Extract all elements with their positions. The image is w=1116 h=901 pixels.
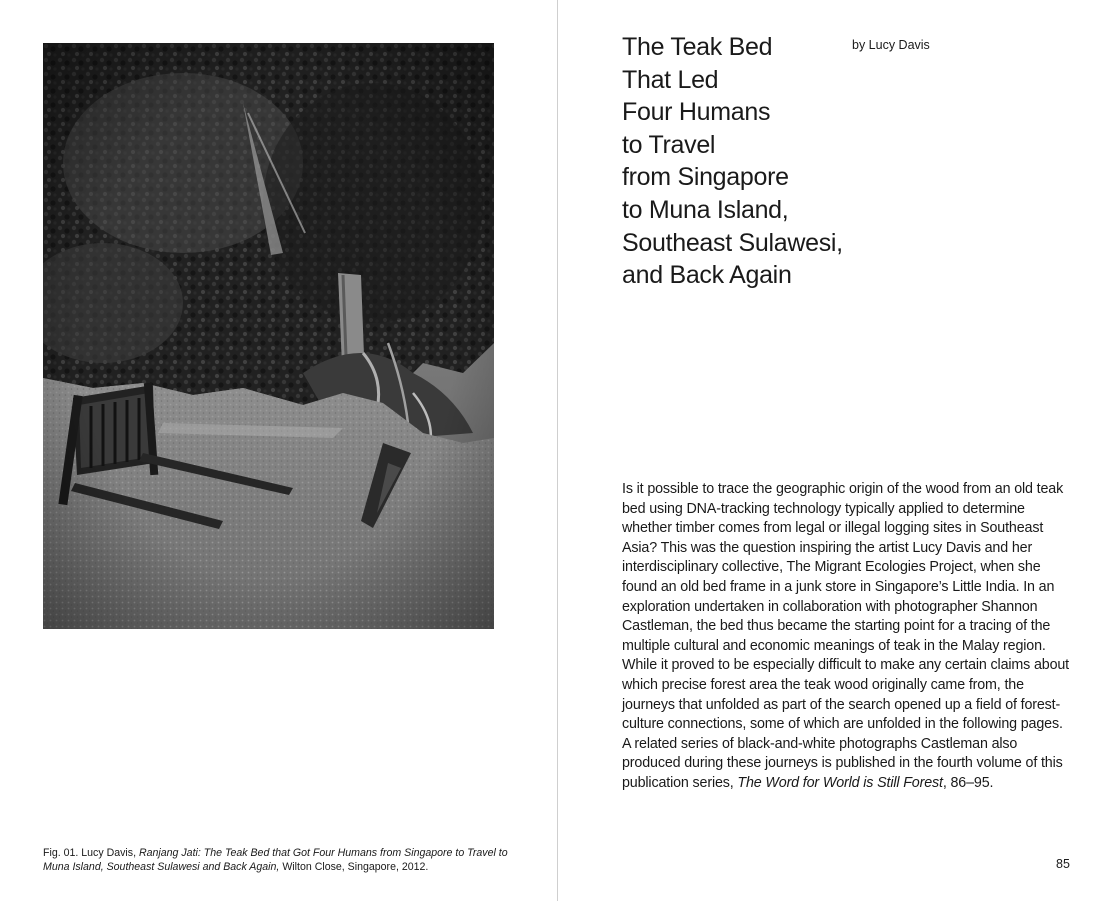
article-title	[622, 31, 862, 292]
caption-work-title: Ranjang Jati: The Teak Bed that Got Four Humans from Singapore to Travel to Muna Island, Southeast Sulawesi and Back Again,	[43, 847, 508, 873]
caption-lead: Fig. 01. Lucy Davis,	[43, 847, 137, 859]
title-line: and Back Again	[622, 261, 792, 290]
title-line: Four Humans	[622, 98, 771, 127]
title-line: Southeast Sulawesi,	[622, 228, 843, 257]
teak-bed-photograph-drawing	[43, 43, 494, 629]
title-line: That Led	[622, 65, 719, 94]
body-page-range: , 86–95.	[942, 774, 994, 791]
page-number: 85	[1056, 857, 1070, 871]
teak-bed-photograph	[43, 43, 494, 629]
author-byline: by Lucy Davis	[852, 38, 930, 52]
figure-caption	[43, 846, 513, 874]
article-body	[622, 480, 1074, 794]
caption-tail: Wilton Close, Singapore, 2012.	[282, 861, 429, 873]
title-line: from Singapore	[622, 163, 789, 192]
title-line: to Travel	[622, 130, 716, 159]
title-line: to Muna Island,	[622, 195, 789, 224]
referenced-book-title: The Word for World is Still Forest	[737, 774, 943, 791]
body-main-text: Is it possible to trace the geographic origin of the wood from an old teak bed using DNA-tracking technology typically applied to determine whether timber comes from legal or illegal logging sites in Southeast Asia? This was the question inspiring the artist Lucy Davis and her interdisciplinary collective, The Migrant Ecologies Project, when she found an old bed frame in a junk store in Singapore’s Little India. In an exploration undertaken in collaboration with photographer Shannon Castleman, the bed thus became the starting point for a tracing of the multiple cultural and economic meanings of teak in the Malay region. While it proved to be especially difficult to make any certain claims about which precise forest area the teak wood originally came from, the journeys that unfolded as part of the search opened up a field of forest-culture connections, some of which are unfolded in the following pages. A related series of black-and-white photographs Castleman also produced during these journeys is published in the fourth volume of this publication series,	[622, 481, 1070, 791]
title-line: The Teak Bed	[622, 33, 773, 61]
page-gutter	[557, 0, 558, 901]
